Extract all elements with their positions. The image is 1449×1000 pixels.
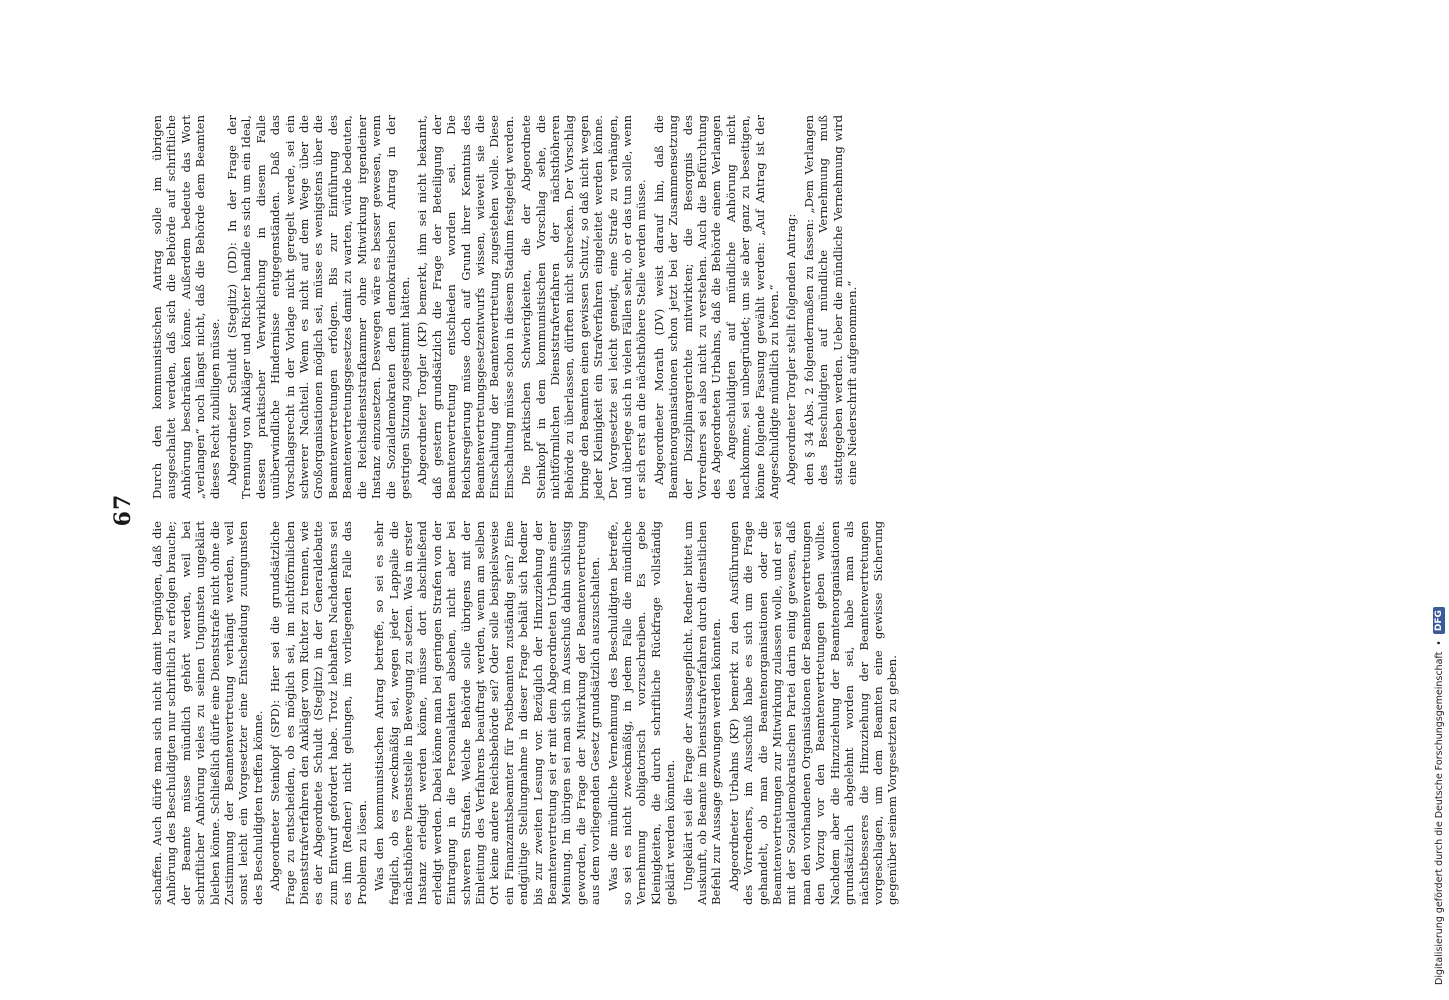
paragraph: den § 34 Abs. 2 folgendermaßen zu fassen: „Dem Verlangen des Beschuldigten auf mündliche Vernehmung muß stattgegeben werden. Ueber die mündliche Vernehmung wird eine Niederschrift aufgenommen.“ [801,115,860,485]
page-number: 67 [110,493,136,527]
right-column [150,115,1330,499]
paragraph: Abgeordneter Torgler stellt folgenden Antrag: [784,213,799,485]
paragraph: Abgeordneter Schuldt (Steglitz) (DD): In der Frage der Trennung von Ankläger und Richter handle es sich um ein Ideal, dessen praktischer Verwirklichung in diesem Falle unüberwindliche Hindernisse entgegenständen. Daß das Vorschlagsrecht in der Vorlage nicht geregelt werde, sei ein schwerer Nachteil. Wenn es nicht auf dem Wege über die Großorganisationen möglich sei, müsse es wenigstens über die Beamtenvertretungen erfolgen. Bis zur Einführung des Beamtenvertretungsgesetzes damit zu warten, würde bedeuten, die Reichsdienststrafkammer ohne Mitwirkung irgendeiner Instanz einzusetzen. Deswegen wäre es besser gewesen, wenn die Sozialdemokraten dem demokratischen Antrag in der gestrigen Sitzung zugestimmt hätten. [225,115,412,499]
dfg-logo-icon: DFG [1433,607,1445,634]
paragraph: Abgeordneter Urbahns (KP) bemerkt zu den Ausführungen des Vorredners, im Ausschuß habe es sich um die Frage gehandelt, ob man die Beamtenorganisationen oder die Beamtenvertretungen zur Mitwirkung zulassen wolle, und er sei mit der Sozialdemokratischen Partei darin einig gewesen, daß man den vorhandenen Organisationen der Beamtenvertretungen den Vorzug vor den Beamtenvertretungen geben wollte. Nachdem aber die Hinzuziehung der Beamtenorganisationen grundsätzlich abgelehnt worden sei, habe man als nächstbesseres die Hinzuziehung der Beamtenvertretungen vorgeschlagen, um dem Beamten eine gewisse Sicherung gegenüber seinem Vorgesetzten zu geben. [726,521,900,905]
digitization-credit: Digitalisierung gefördert durch die Deutsche Forschungsgemeinschaft [1433,651,1445,985]
paragraph: Was die mündliche Vernehmung des Beschuldigten betreffe, so sei es nicht zweckmäßig, in jedem Falle die mündliche Vernehmung obligatorisch vorzuschreiben. Es gebe Kleinigkeiten, die durch schriftliche Rückfrage vollständig geklärt werden könnten. [605,521,678,905]
paragraph: Abgeordneter Torgler (KP) bemerkt, ihm sei nicht bekannt, daß gestern grundsätzlich die Frage der Beteiligung der Beamtenvertretung entschieden worden sei. Die Reichsregierung müsse doch auf Grund ihrer Kenntnis des Beamtenvertretungsgesetzentwurfs wissen, wieweit sie die Einschaltung der Beamtenvertretung zugestehen wolle. Diese Einschaltung müsse schon in diesem Stadium festgelegt werden. [415,115,516,499]
paragraph: schaffen. Auch dürfe man sich nicht damit begnügen, daß die Anhörung des Beschuldigten nur schriftlich zu erfolgen brauche; der Beamte müsse mündlich gehört werden, weil bei schriftlicher Anhörung vieles zu seinen Ungunsten ungeklärt bleiben könne. Schließlich dürfe eine Dienststrafe nicht ohne die Zustimmung der Beamtenvertretung verhängt werden, weil sonst leicht ein Vorgesetzter eine Entscheidung zuungunsten des Beschuldigten treffen könne. [150,521,265,905]
left-column [150,521,1330,905]
text-columns [150,115,1330,905]
dfg-footer: Digitalisierung gefördert durch die Deutsche Forschungsgemeinschaft • DFG [1409,0,1431,1000]
paragraph: Durch den kommunistischen Antrag solle im übrigen ausgeschaltet werden, daß sich die Behörde auf schriftliche Anhörung beschränken könne. Außerdem bedeute das Wort „verlangen“ noch längst nicht, daß die Behörde dem Beamten dieses Recht zubilligen müsse. [150,115,222,499]
paragraph: Abgeordneter Steinkopf (SPD): Hier sei die grundsätzliche Frage zu entscheiden, ob es möglich sei, im nichtförmlichen Dienststrafverfahren den Ankläger vom Richter zu trennen, wie es der Abgeordnete Schuldt (Steglitz) in der Generaldebatte zum Entwurf gefordert habe. Trotz lebhaften Nachdenkens sei es ihm (Redner) nicht gelungen, im vorliegenden Falle das Problem zu lösen. [268,521,369,905]
rotated-page [110,115,1330,905]
paragraph: Was den kommunistischen Antrag betreffe, so sei es sehr fraglich, ob es zweckmäßig sei, wegen jeder Lappalie die nächsthöhere Dienststelle in Bewegung zu setzen. Was in erster Instanz erledigt werden könne, müsse dort abschließend erledigt werden. Dabei könne man bei geringen Strafen von der Eintragung in die Personalakten absehen, nicht aber bei schweren Strafen. Welche Behörde solle übrigens mit der Einleitung des Verfahrens beauftragt werden, wenn am selben Ort keine andere Reichsbehörde sei? Oder solle beispielsweise ein Finanzamtsbeamter für Postbeamten zuständig sein? Eine endgültige Stellungnahme in dieser Frage behält sich Redner bis zur zweiten Lesung vor. Bezüglich der Hinzuziehung der Beamtenvertretung sei er mit dem Abgeordneten Urbahns einer Meinung. Im übrigen sei man sich im Ausschuß dahin schlüssig geworden, die Frage der Mitwirkung der Beamtenvertretung aus dem vorliegenden Gesetz grundsätzlich auszuschalten. [372,521,603,905]
paragraph: Ungeklärt sei die Frage der Aussagepflicht. Redner bittet um Auskunft, ob Beamte im Dienststrafverfahren durch dienstlichen Befehl zur Aussage gezwungen werden könnten. [680,521,724,905]
paragraph: Die praktischen Schwierigkeiten, die der Abgeordnete Steinkopf in dem kommunistischen Vorschlag sehe, die nichtförmlichen Dienststrafverfahren der nächsthöheren Behörde zu überlassen, dürften nicht schrecken. Der Vorschlag bringe den Beamten einen gewissen Schutz, so daß nicht wegen jeder Kleinigkeit ein Strafverfahren eingeleitet werden könne. Der Vorgesetzte sei leicht geneigt, eine Strafe zu verhängen, und überlege sich in vielen Fällen sehr, ob er das tun solle, wenn er sich erst an die nächsthöhere Stelle werden müsse. [519,115,649,499]
paragraph: Abgeordneter Morath (DV) weist darauf hin, daß die Beamtenorganisationen schon jetzt bei der Zusammensetzung der Disziplinargerichte mitwirkten; die Besorgnis des Vorredners sei also nicht zu verstehen. Auch die Befürchtung des Abgeordneten Urbahns, daß die Behörde einem Verlangen des Angeschuldigten auf mündliche Anhörung nicht nachkomme, sei unbegründet; um sie aber ganz zu beseitigen, könne folgende Fassung gewählt werden: „Auf Antrag ist der Angeschuldigte mündlich zu hören.“ [651,115,782,499]
